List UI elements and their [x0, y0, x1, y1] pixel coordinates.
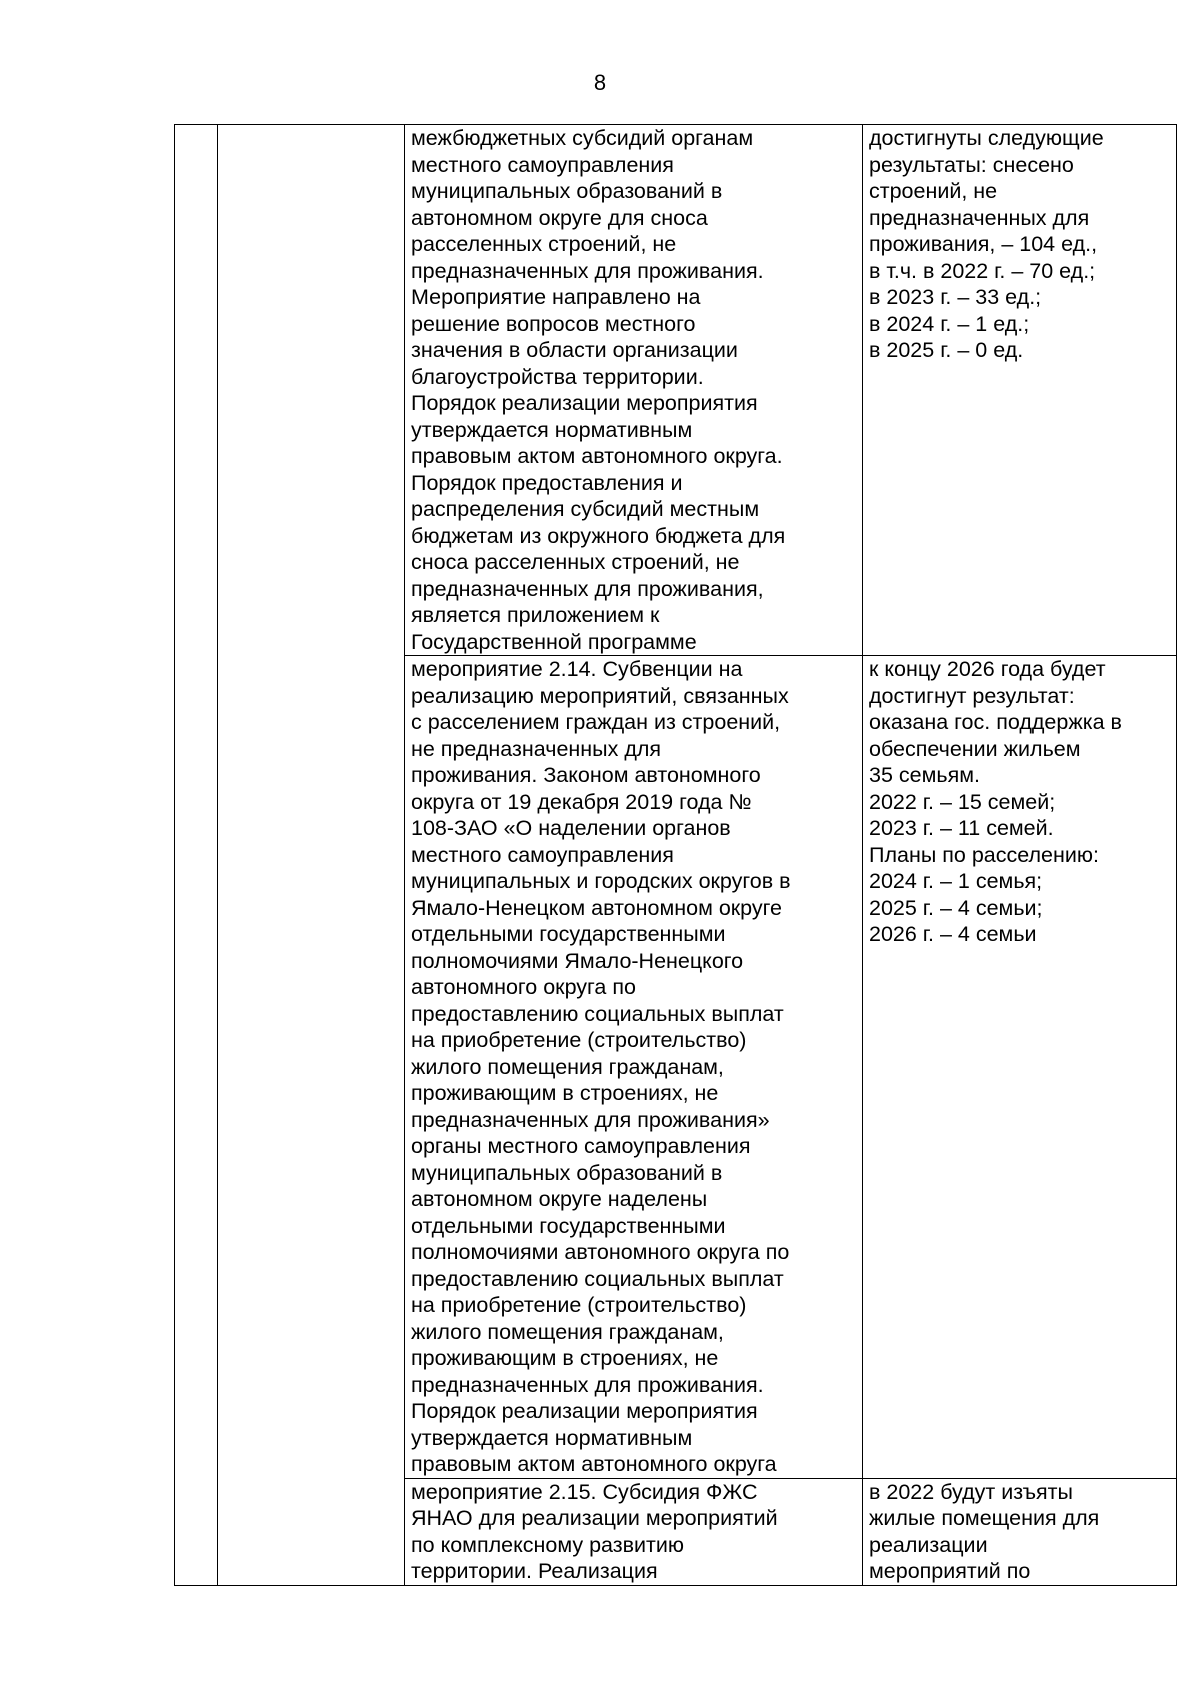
- page-number: 8: [593, 70, 607, 95]
- table-cell-description: мероприятие 2.14. Субвенции на реализацию мероприятий, связанных с расселением граждан из строений, не предназначенных для проживания. Законом автономного округа от 19 декабря 2019 года № 108-ЗАО «О наделении органов местного самоуправления муниципальных и городских округов в Ямало-Ненецком автономном округе отдельными государственными полномочиями Ямало-Ненецкого автономного округа по предоставлению социальных выплат на приобретение (строительство) жилого помещения гражданам, проживающим в строениях, не предназначенных для проживания» органы местного самоуправления муниципальных образований в автономном округе наделены отдельными государственными полномочиями автономного округа по предоставлению социальных выплат на приобретение (строительство) жилого помещения гражданам, проживающим в строениях, не предназначенных для проживания. Порядок реализации мероприятия утверждается нормативным правовым актом автономного округа: [405, 656, 863, 1479]
- table-cell-description: межбюджетных субсидий органам местного самоуправления муниципальных образований в автономном округе для сноса расселенных строений, не предназначенных для проживания. Мероприятие направлено на решение вопросов местного значения в области организации благоустройства территории. Порядок реализации мероприятия утверждается нормативным правовым актом автономного округа. Порядок предоставления и распределения субсидий местным бюджетам из окружного бюджета для сноса расселенных строений, не предназначенных для проживания, является приложением к Государственной программе: [405, 125, 863, 656]
- measures-table: [174, 124, 1177, 1586]
- table-cell-name: [218, 125, 405, 1586]
- table-cell-result: достигнуты следующие результаты: снесено строений, не предназначенных для проживания, – 104 ед., в т.ч. в 2022 г. – 70 ед.; в 2023 г. – 33 ед.; в 2024 г. – 1 ед.; в 2025 г. – 0 ед.: [863, 125, 1177, 656]
- table-cell-number: [175, 125, 218, 1586]
- table-cell-result: к концу 2026 года будет достигнут результат: оказана гос. поддержка в обеспечении жильем 35 семьям. 2022 г. – 15 семей; 2023 г. – 11 семей. Планы по расселению: 2024 г. – 1 семья; 2025 г. – 4 семьи; 2026 г. – 4 семьи: [863, 656, 1177, 1479]
- table-cell-result: в 2022 будут изъяты жилые помещения для реализации мероприятий по: [863, 1478, 1177, 1585]
- table-cell-description: мероприятие 2.15. Субсидия ФЖС ЯНАО для реализации мероприятий по комплексному развитию территории. Реализация: [405, 1478, 863, 1585]
- table-row: [175, 125, 1177, 656]
